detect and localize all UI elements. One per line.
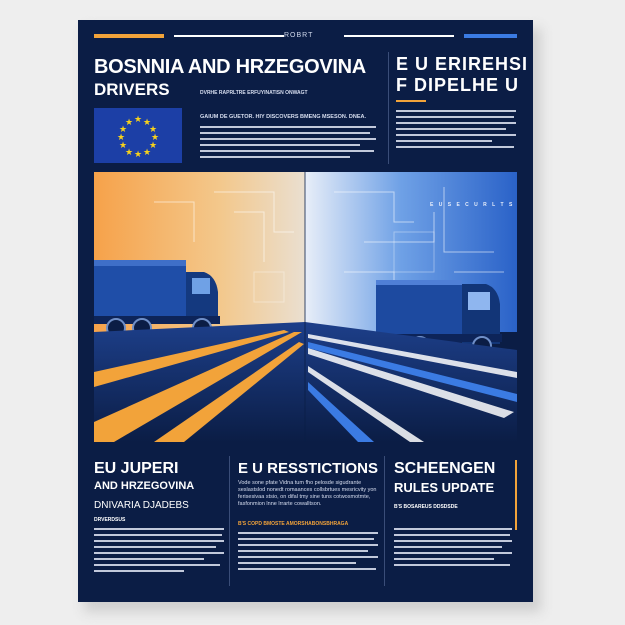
title-note: DVRHE RAPRLTRE ERFUYINATISN ONWAGT <box>200 90 308 96</box>
main-subtitle: DRIVERS <box>94 80 170 99</box>
right-accent-bar <box>396 100 426 102</box>
hero-illustration <box>94 172 517 442</box>
right-title-line1: E U ERIREHSI <box>396 54 529 74</box>
section1-title-line1: EU JUPERI <box>94 460 179 477</box>
poster <box>78 20 533 602</box>
section3-body-text <box>394 528 512 570</box>
header-divider <box>388 52 389 164</box>
intro-body-text <box>200 126 376 162</box>
section1-body-text <box>94 528 224 576</box>
section3-title-line2: RULES UPDATE <box>394 480 495 495</box>
section1-label: DRVERDSUS <box>94 517 126 523</box>
section3-title-line1: SCHEENGEN <box>394 460 496 477</box>
section3-label: B'S BOSAREUS DDSDSDE <box>394 504 458 510</box>
section1-title-line2: AND HRZEGOVINA <box>94 480 195 492</box>
section2-label: B'S COPD BMOSTE AMORSHABONSBHRAGA <box>238 521 349 527</box>
section2-body-text <box>238 532 378 574</box>
section1-title-line3: DNIVARIA DJADEBS <box>94 500 189 511</box>
right-body-text <box>396 110 516 152</box>
section2-title: E U RESSTICTIONS <box>238 460 379 477</box>
section-divider-2 <box>384 456 385 586</box>
right-title <box>396 54 528 96</box>
section3-accent-bar <box>515 460 517 530</box>
main-title: BOSNNIA AND HRZEGOVINA <box>94 56 366 78</box>
top-label: ROBRT <box>284 32 314 39</box>
eu-flag: ★ ★ ★ ★ ★ ★ ★ ★ ★ ★ ★ ★ <box>94 108 182 163</box>
right-title-line2: F DIPELHE U <box>396 75 520 95</box>
intro-heading: GAIUM DE GUETOR. HIY DISCOVERS BMENG MSESON. DNEA. <box>200 114 367 120</box>
hero-tag: E U S E C U R L T S <box>430 202 515 208</box>
section2-intro: Vode sone pfate Vidna tum fho pelosde sigudrante seslastslod nonedt romaances collsbrtues mesricvity yon ferisesivaa stsio, on difal tmy sine tuns cotwosmotmte, fasfonmion lnne lrrarte cowalltson. <box>238 480 377 507</box>
section-divider-1 <box>229 456 230 586</box>
